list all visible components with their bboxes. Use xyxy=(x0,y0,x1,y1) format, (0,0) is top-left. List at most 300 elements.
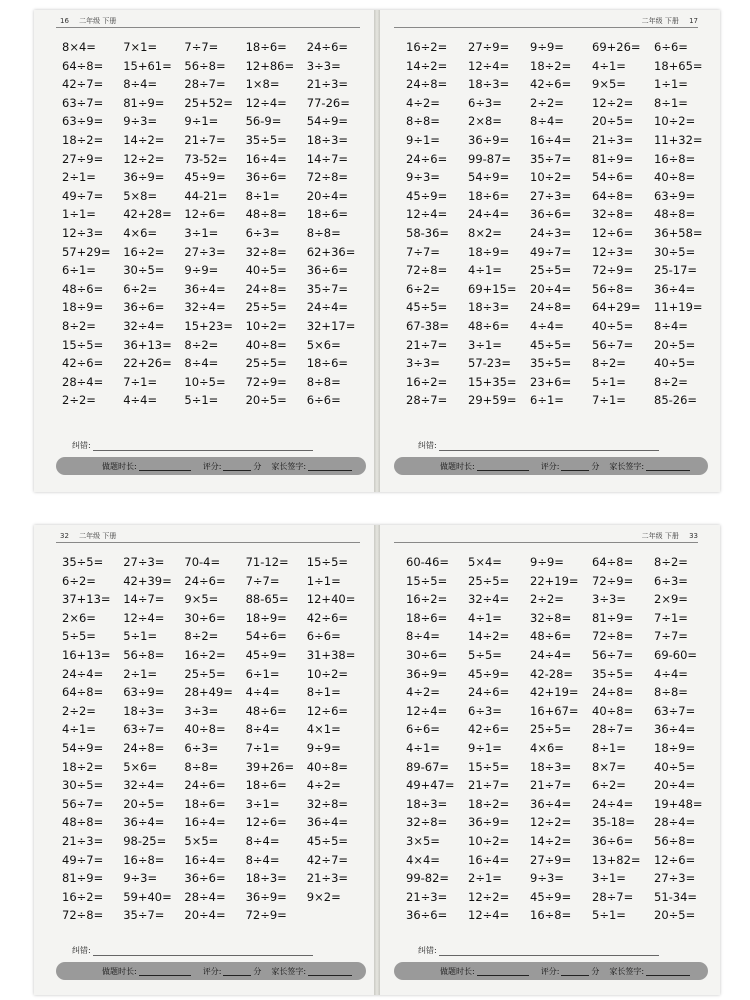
problem-item: 9×5= xyxy=(184,592,219,607)
problem-item: 8÷8= xyxy=(406,114,440,129)
problem-item: 18÷9= xyxy=(654,740,696,755)
problem-item: 15÷5= xyxy=(406,573,448,588)
problem-item: 37+13= xyxy=(62,592,111,607)
problem-item: 15÷5= xyxy=(306,555,349,569)
problem-item: 5÷1= xyxy=(592,374,626,389)
problem-item: 9÷9= xyxy=(184,263,219,278)
page-number: 17 xyxy=(689,17,698,25)
problem-item: 32÷4= xyxy=(123,318,165,333)
problem-item: 16÷2= xyxy=(123,244,165,259)
correction-line xyxy=(418,945,702,956)
problem-item: 36÷4= xyxy=(530,796,572,811)
problem-item: 45÷9= xyxy=(245,647,287,662)
problem-item: 27÷3= xyxy=(123,555,165,569)
problem-item: 18÷6= xyxy=(306,356,349,371)
problem-item: 35÷7= xyxy=(530,151,572,166)
problem-item: 8×7= xyxy=(592,759,626,774)
problem-item: 12÷4= xyxy=(406,207,448,222)
problem-item: 16÷2= xyxy=(406,40,448,54)
problem-item: 36÷6= xyxy=(184,871,226,886)
problem-item: 51-34= xyxy=(654,889,698,904)
page-16 xyxy=(34,10,374,492)
problem-item: 6÷1= xyxy=(530,393,564,408)
problem-item: 18÷6= xyxy=(306,207,349,222)
book-title: 二年级 下册 xyxy=(641,17,679,25)
problem-item: 62+36= xyxy=(306,244,356,259)
problem-item: 42÷7= xyxy=(306,852,349,867)
problem-item: 12÷4= xyxy=(406,703,448,718)
problem-item: 20÷4= xyxy=(306,188,349,203)
problem-item: 18÷3= xyxy=(306,132,349,147)
problem-item: 12÷3= xyxy=(592,244,634,259)
problem-item: 36+13= xyxy=(123,337,172,352)
problem-item: 27÷3= xyxy=(654,871,696,886)
problem-item: 16÷2= xyxy=(406,592,448,607)
page-17 xyxy=(380,10,720,492)
book-title: 二年级 下册 xyxy=(641,532,679,540)
correction-label: 纠错: xyxy=(72,946,91,955)
problem-item: 36÷4= xyxy=(306,815,349,830)
problem-item: 2÷1= xyxy=(123,666,158,681)
score-unit: 分 xyxy=(253,966,262,976)
problem-item: 10÷2= xyxy=(245,318,287,333)
problem-item: 16÷4= xyxy=(468,852,510,867)
problem-item: 28÷7= xyxy=(592,722,634,737)
problem-item: 54÷6= xyxy=(245,629,287,644)
problem-item: 54÷9= xyxy=(468,170,510,185)
problem-item: 36÷4= xyxy=(184,281,226,296)
page-header xyxy=(642,16,706,26)
problem-item: 25÷5= xyxy=(530,722,572,737)
signature-field[interactable] xyxy=(646,966,690,976)
problem-item: 42÷6= xyxy=(62,356,104,371)
problem-item: 25÷5= xyxy=(245,356,287,371)
problem-item: 2×8= xyxy=(468,114,502,129)
problem-item: 8÷4= xyxy=(530,114,564,129)
problem-item: 16÷8= xyxy=(530,908,572,923)
problem-item: 36÷6= xyxy=(406,908,448,923)
problem-item: 30÷5= xyxy=(62,778,104,793)
problem-item: 5÷5= xyxy=(468,647,502,662)
signature-label: 家长签字: xyxy=(271,966,307,976)
problem-item: 9×5= xyxy=(592,77,626,92)
signature-label: 家长签字: xyxy=(609,966,645,976)
problem-item: 35÷7= xyxy=(123,908,165,923)
problem-item: 7÷7= xyxy=(406,244,440,259)
problem-item: 3÷1= xyxy=(184,225,219,240)
problem-item: 6÷6= xyxy=(406,722,440,737)
problem-item: 81÷9= xyxy=(592,151,634,166)
problem-item: 36÷6= xyxy=(530,207,572,222)
problem-item: 42-28= xyxy=(530,666,574,681)
problem-item: 8÷2= xyxy=(654,555,688,569)
problem-item: 24÷8= xyxy=(245,281,287,296)
page-header xyxy=(642,531,706,541)
problem-item: 21÷3= xyxy=(406,889,448,904)
problem-item: 35÷5= xyxy=(245,132,287,147)
problem-item: 18÷3= xyxy=(468,300,510,315)
problem-item: 36÷4= xyxy=(123,815,165,830)
problem-item: 25÷5= xyxy=(468,573,510,588)
problem-item: 8÷4= xyxy=(245,722,280,737)
problem-item: 72÷8= xyxy=(406,263,448,278)
problem-item: 48÷6= xyxy=(468,318,510,333)
page-number: 32 xyxy=(60,532,69,540)
book-title: 二年级 下册 xyxy=(79,17,117,25)
problem-item: 54÷6= xyxy=(592,170,634,185)
problem-item: 31+38= xyxy=(306,647,356,662)
problem-item: 27÷9= xyxy=(62,151,104,166)
problem-item: 2×6= xyxy=(62,610,96,625)
correction-label: 纠错: xyxy=(72,441,91,450)
problem-item: 35-18= xyxy=(592,815,636,830)
problem-item: 36÷9= xyxy=(468,815,510,830)
problem-item: 27÷3= xyxy=(530,188,572,203)
problem-item: 4×6= xyxy=(123,225,158,240)
problem-item: 20÷4= xyxy=(184,908,226,923)
problem-item: 42÷6= xyxy=(306,610,349,625)
problem-item: 36÷4= xyxy=(654,281,696,296)
problem-item: 8÷4= xyxy=(245,852,280,867)
problem-item: 3÷3= xyxy=(592,592,626,607)
problem-item: 81÷9= xyxy=(123,95,165,110)
problem-item: 4÷1= xyxy=(406,740,440,755)
problem-item: 16÷8= xyxy=(123,852,165,867)
problem-item: 20÷5= xyxy=(123,796,165,811)
problem-item: 39+26= xyxy=(245,759,295,774)
problem-item: 24÷4= xyxy=(62,666,104,681)
problem-item: 12÷6= xyxy=(306,703,349,718)
problem-item: 28÷4= xyxy=(62,374,104,389)
problem-item: 48÷6= xyxy=(530,629,572,644)
problem-item: 81÷9= xyxy=(592,610,634,625)
header-rule xyxy=(394,542,698,543)
problem-item: 9÷3= xyxy=(123,114,158,129)
problem-item: 25+52= xyxy=(184,95,233,110)
problem-item: 16÷8= xyxy=(654,151,696,166)
problem-item: 32+17= xyxy=(306,318,356,333)
problem-item: 28÷7= xyxy=(592,889,634,904)
problem-item: 4÷4= xyxy=(123,393,158,408)
problem-item: 72÷9= xyxy=(245,374,287,389)
problem-item: 12+86= xyxy=(245,58,295,73)
problem-item: 21÷7= xyxy=(406,337,448,352)
signature-field[interactable] xyxy=(308,966,352,976)
problem-item: 2÷2= xyxy=(530,95,564,110)
problem-item: 40÷8= xyxy=(306,759,349,774)
problem-item: 4×4= xyxy=(406,852,440,867)
problem-item: 40÷5= xyxy=(592,318,634,333)
problem-item: 14÷2= xyxy=(123,132,165,147)
problem-item: 24÷3= xyxy=(530,225,572,240)
problem-item: 12÷2= xyxy=(530,815,572,830)
problem-item: 16÷4= xyxy=(184,815,226,830)
problem-item: 18÷3= xyxy=(530,759,572,774)
problem-item: 15+23= xyxy=(184,318,233,333)
correction-label: 纠错: xyxy=(418,441,437,450)
score-unit: 分 xyxy=(591,966,600,976)
problem-item: 5÷1= xyxy=(123,629,158,644)
problem-item: 64÷8= xyxy=(592,555,634,569)
problem-item: 18÷2= xyxy=(530,58,572,73)
problem-item: 67-38= xyxy=(406,318,450,333)
problem-item: 21÷3= xyxy=(62,833,104,848)
problem-item: 4÷4= xyxy=(245,685,280,700)
problem-item: 21÷7= xyxy=(530,778,572,793)
problem-item: 69-60= xyxy=(654,647,698,662)
problem-item: 12÷4= xyxy=(245,95,287,110)
problem-item: 98-25= xyxy=(123,833,167,848)
problem-item: 56÷7= xyxy=(592,647,634,662)
problem-item: 57-23= xyxy=(468,356,512,371)
problem-item: 32÷8= xyxy=(245,244,287,259)
problem-item: 16+67= xyxy=(530,703,579,718)
problem-item: 9÷9= xyxy=(530,40,564,54)
problem-item: 63÷9= xyxy=(62,114,104,129)
problem-item: 42÷7= xyxy=(62,77,104,92)
score-field[interactable] xyxy=(561,461,589,471)
problem-grid xyxy=(62,553,368,925)
problem-item: 8÷4= xyxy=(406,629,440,644)
signature-field[interactable] xyxy=(308,461,352,471)
problem-item: 8÷2= xyxy=(184,629,219,644)
problem-item: 14÷7= xyxy=(123,592,165,607)
problem-item: 6÷6= xyxy=(654,40,688,54)
problem-item: 24÷6= xyxy=(184,573,226,588)
correction-label: 纠错: xyxy=(418,946,437,955)
problem-item: 14÷2= xyxy=(406,58,448,73)
problem-item: 28÷7= xyxy=(184,77,226,92)
signature-field[interactable] xyxy=(646,461,690,471)
problem-item: 30÷5= xyxy=(654,244,696,259)
workbook-spread-16-17 xyxy=(34,10,720,492)
problem-item: 24÷4= xyxy=(530,647,572,662)
problem-item: 89-67= xyxy=(406,759,450,774)
problem-item: 8÷8= xyxy=(654,685,688,700)
score-field[interactable] xyxy=(223,461,251,471)
problem-item: 16÷2= xyxy=(406,374,448,389)
problem-item: 18÷2= xyxy=(468,796,510,811)
problem-item: 30÷6= xyxy=(184,610,226,625)
problem-item: 49÷7= xyxy=(530,244,572,259)
problem-item: 2÷2= xyxy=(62,703,96,718)
problem-item: 8÷8= xyxy=(306,225,341,240)
problem-item: 25÷5= xyxy=(530,263,572,278)
score-field[interactable] xyxy=(223,966,251,976)
problem-item: 36÷9= xyxy=(123,170,165,185)
problem-item: 42÷6= xyxy=(530,77,572,92)
problem-item: 85-26= xyxy=(654,393,698,408)
time-field[interactable] xyxy=(477,461,529,471)
problem-item: 18÷9= xyxy=(468,244,510,259)
problem-item: 18÷6= xyxy=(406,610,448,625)
problem-item: 40÷8= xyxy=(654,170,696,185)
problem-item: 56÷7= xyxy=(592,337,634,352)
problem-item: 27÷9= xyxy=(468,40,510,54)
problem-item: 10÷2= xyxy=(468,833,510,848)
problem-item: 4÷1= xyxy=(592,58,626,73)
time-field[interactable] xyxy=(139,966,191,976)
problem-item: 63÷7= xyxy=(62,95,104,110)
problem-item: 8÷4= xyxy=(184,356,219,371)
time-label: 做题时长: xyxy=(440,966,475,976)
problem-item: 32÷8= xyxy=(306,796,349,811)
header-rule xyxy=(56,27,360,28)
problem-item: 15+35= xyxy=(468,374,517,389)
score-label: 评分: xyxy=(202,966,222,976)
problem-item: 4×6= xyxy=(530,740,564,755)
header-rule xyxy=(56,542,360,543)
problem-item: 18÷6= xyxy=(245,778,287,793)
problem-item: 45÷9= xyxy=(406,188,448,203)
problem-item: 7÷7= xyxy=(184,40,219,54)
problem-item: 18÷3= xyxy=(245,871,287,886)
page-header xyxy=(60,16,124,26)
problem-item: 64+29= xyxy=(592,300,641,315)
problem-item: 9×2= xyxy=(306,889,341,904)
correction-line xyxy=(72,945,356,956)
problem-item: 63÷9= xyxy=(123,685,165,700)
problem-item: 6÷6= xyxy=(306,629,341,644)
problem-item: 8×4= xyxy=(62,40,96,54)
problem-item: 54÷9= xyxy=(306,114,349,129)
problem-item: 8÷1= xyxy=(592,740,626,755)
problem-item: 4÷2= xyxy=(406,685,440,700)
correction-line xyxy=(418,440,702,451)
problem-item: 4÷2= xyxy=(306,778,341,793)
problem-item: 6÷3= xyxy=(468,703,502,718)
problem-item: 9÷1= xyxy=(184,114,219,129)
problem-item: 6÷1= xyxy=(62,263,96,278)
problem-item: 20÷4= xyxy=(654,778,696,793)
problem-item: 42+39= xyxy=(123,573,172,588)
problem-item: 18÷6= xyxy=(245,40,287,54)
problem-item: 40÷8= xyxy=(245,337,287,352)
problem-item: 32÷4= xyxy=(468,592,510,607)
problem-item: 7÷1= xyxy=(123,374,158,389)
problem-item: 60-46= xyxy=(406,555,450,569)
problem-item: 32÷8= xyxy=(406,815,448,830)
problem-item: 64÷8= xyxy=(62,58,104,73)
problem-item: 25-17= xyxy=(654,263,698,278)
problem-item: 24÷8= xyxy=(406,77,448,92)
problem-item: 3÷3= xyxy=(184,703,219,718)
problem-item: 9÷3= xyxy=(123,871,158,886)
problem-item: 45÷9= xyxy=(468,666,510,681)
problem-item: 72÷8= xyxy=(62,908,104,923)
problem-item: 4÷1= xyxy=(468,263,502,278)
problem-item: 10÷5= xyxy=(184,374,226,389)
problem-item: 7÷1= xyxy=(592,393,626,408)
problem-item: 23+6= xyxy=(530,374,572,389)
problem-item: 18÷6= xyxy=(184,796,226,811)
problem-item: 16÷4= xyxy=(530,132,572,147)
problem-item: 24÷8= xyxy=(592,685,634,700)
problem-grid xyxy=(406,553,716,925)
problem-item: 5×5= xyxy=(184,833,219,848)
book-title: 二年级 下册 xyxy=(79,532,117,540)
problem-item: 12+40= xyxy=(306,592,356,607)
problem-item: 32÷8= xyxy=(592,207,634,222)
problem-item: 6÷2= xyxy=(592,778,626,793)
score-field[interactable] xyxy=(561,966,589,976)
problem-item: 20÷5= xyxy=(245,393,287,408)
problem-item: 4÷4= xyxy=(530,318,564,333)
problem-item: 4÷2= xyxy=(406,95,440,110)
problem-item: 77-26= xyxy=(306,95,350,110)
problem-item: 10÷2= xyxy=(530,170,572,185)
problem-item: 3÷1= xyxy=(245,796,280,811)
problem-item: 36÷9= xyxy=(468,132,510,147)
problem-item: 6÷1= xyxy=(245,666,280,681)
problem-item: 81÷9= xyxy=(62,871,104,886)
problem-item: 14÷2= xyxy=(530,833,572,848)
problem-item: 56÷8= xyxy=(123,647,165,662)
problem-item: 18÷9= xyxy=(62,300,104,315)
problem-item: 13+82= xyxy=(592,852,641,867)
problem-item: 20÷5= xyxy=(654,908,696,923)
signature-label: 家长签字: xyxy=(271,461,307,471)
problem-item: 6÷6= xyxy=(306,393,341,408)
problem-item: 45÷9= xyxy=(184,170,226,185)
problem-item: 40÷8= xyxy=(184,722,226,737)
problem-grid xyxy=(62,38,368,410)
problem-item: 63÷7= xyxy=(123,722,165,737)
problem-item: 11+19= xyxy=(654,300,703,315)
problem-item: 28+49= xyxy=(184,685,233,700)
problem-item: 35÷5= xyxy=(62,555,104,569)
problem-item: 69+26= xyxy=(592,40,641,54)
problem-item: 28÷7= xyxy=(406,393,448,408)
problem-item: 30÷5= xyxy=(123,263,165,278)
problem-item: 73-52= xyxy=(184,151,228,166)
problem-item: 4×1= xyxy=(306,722,341,737)
problem-item: 21÷3= xyxy=(592,132,634,147)
time-field[interactable] xyxy=(139,461,191,471)
problem-item: 5×4= xyxy=(468,555,502,569)
problem-item: 9÷1= xyxy=(406,132,440,147)
problem-item: 28÷4= xyxy=(654,815,696,830)
problem-item: 99-82= xyxy=(406,871,450,886)
time-field[interactable] xyxy=(477,966,529,976)
workbook-spread-32-33 xyxy=(34,525,720,995)
problem-item: 3÷1= xyxy=(592,871,626,886)
problem-item: 7÷7= xyxy=(654,629,688,644)
problem-item: 49÷7= xyxy=(62,188,104,203)
problem-item: 24÷6= xyxy=(184,778,226,793)
page-33 xyxy=(380,525,720,995)
problem-item: 5÷1= xyxy=(184,393,219,408)
problem-item: 48÷6= xyxy=(245,703,287,718)
problem-item: 32÷4= xyxy=(123,778,165,793)
problem-item: 64÷8= xyxy=(592,188,634,203)
problem-item: 9÷3= xyxy=(406,170,440,185)
problem-item: 54÷9= xyxy=(62,740,104,755)
problem-item: 1÷1= xyxy=(306,573,341,588)
signature-label: 家长签字: xyxy=(609,461,645,471)
problem-item: 35÷5= xyxy=(530,356,572,371)
problem-item: 22+19= xyxy=(530,573,579,588)
problem-item: 18÷3= xyxy=(468,77,510,92)
problem-item: 59+40= xyxy=(123,889,172,904)
problem-item: 49÷7= xyxy=(62,852,104,867)
problem-item: 18÷6= xyxy=(468,188,510,203)
score-unit: 分 xyxy=(253,461,262,471)
problem-item: 28÷4= xyxy=(184,889,226,904)
problem-item: 99-87= xyxy=(468,151,512,166)
problem-item: 5÷1= xyxy=(592,908,626,923)
problem-item: 21÷3= xyxy=(306,871,349,886)
